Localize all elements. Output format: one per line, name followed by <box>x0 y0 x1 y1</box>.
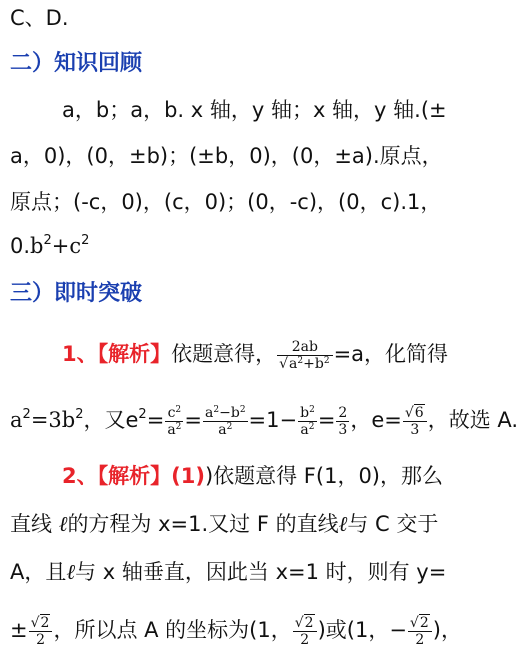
sqrt-sign: √ <box>30 614 40 631</box>
q2-line-1 <box>62 462 519 490</box>
fraction-numerator <box>29 615 53 632</box>
line-symbol: ℓ <box>338 512 348 536</box>
section-heading-breakthrough: 三）即时突破 <box>10 281 143 306</box>
text-fragment: =a，化简得 <box>333 342 449 366</box>
text-line-2: a，0)，(0，±b)；(±b，0)，(0，±a).原点， <box>10 144 443 168</box>
text-fragment: b <box>30 234 44 258</box>
q2-line-3 <box>10 558 519 586</box>
q1-line-1 <box>62 336 519 372</box>
text-fragment: 依题意得， <box>171 342 277 366</box>
line-symbol: ℓ <box>58 512 68 536</box>
text-line-1: a，b；a，b. x 轴，y 轴；x 轴，y 轴.(± <box>62 98 447 122</box>
fraction <box>277 339 332 372</box>
text-fragment: = <box>317 408 336 432</box>
sqrt-sign: √ <box>279 355 289 372</box>
fraction <box>336 405 349 438</box>
text-fragment: = <box>184 408 203 432</box>
sqrt-sign: √ <box>404 404 414 421</box>
text-fragment: 与 C 交于 <box>347 512 439 536</box>
fraction-denominator: 2 <box>36 631 45 648</box>
text-fragment: a <box>205 404 214 421</box>
text-line-3: 原点；(-c，0)，(c，0)；(0，-c)，(0，c).1， <box>10 190 442 214</box>
exponent: 2 <box>22 407 31 422</box>
radicand: 2 <box>419 614 429 631</box>
exponent: 2 <box>323 355 330 366</box>
q2-line-4 <box>10 612 519 648</box>
exponent: 2 <box>226 421 233 432</box>
fraction-numerator: 2 <box>338 404 348 421</box>
line-symbol: ℓ <box>66 560 76 584</box>
fraction-denominator <box>298 422 317 438</box>
text-fragment: )依题意得 F(1，0)，那么 <box>204 464 443 488</box>
fraction <box>403 405 427 438</box>
fraction-denominator: 3 <box>410 421 420 438</box>
exponent: 2 <box>138 407 147 422</box>
exponent: 2 <box>213 404 220 415</box>
text-fragment: c <box>167 404 176 421</box>
radicand: 2 <box>304 614 314 631</box>
fraction <box>165 405 183 438</box>
text-line-4 <box>10 232 519 260</box>
exponent: 2 <box>297 355 304 366</box>
fraction <box>29 615 53 648</box>
radicand: 2 <box>40 614 50 631</box>
text-fragment: = <box>146 408 165 432</box>
exponent: 2 <box>175 421 182 432</box>
fraction-denominator <box>277 356 332 372</box>
text-fragment: a <box>167 421 176 438</box>
fraction-numerator <box>403 405 427 422</box>
exponent: 2 <box>175 404 182 415</box>
text-fragment: 直线 <box>10 512 59 536</box>
analysis-tag: 【解析】 <box>97 342 172 366</box>
fraction-denominator: 3 <box>338 421 348 438</box>
text-fragment: b <box>300 404 310 421</box>
exponent: 2 <box>309 404 315 415</box>
exponent: 2 <box>81 233 90 248</box>
fraction <box>298 405 317 438</box>
exponent: 2 <box>308 421 315 432</box>
text-fragment: ，e= <box>350 408 402 432</box>
fraction-denominator <box>203 422 248 438</box>
fraction-numerator: 2ab <box>277 339 332 356</box>
fraction-numerator <box>293 615 317 632</box>
exponent: 2 <box>43 233 52 248</box>
fraction <box>293 615 317 648</box>
text-line-options: C、D. <box>10 6 69 30</box>
exponent: 2 <box>239 404 246 415</box>
text-fragment: −b <box>219 404 240 421</box>
section-heading-review: 二）知识回顾 <box>10 51 143 76</box>
fraction-numerator <box>298 405 317 422</box>
text-fragment: +b <box>303 355 324 372</box>
question-number: 1、 <box>62 342 98 366</box>
part-label: (1) <box>171 464 205 488</box>
text-fragment: 0. <box>10 234 31 258</box>
fraction-denominator: 2 <box>415 631 425 648</box>
q1-line-2 <box>10 402 519 438</box>
fraction-numerator <box>408 615 432 632</box>
sqrt <box>279 356 330 372</box>
fraction-numerator <box>203 405 248 422</box>
radicand <box>288 355 331 372</box>
text-fragment: 与 x 轴垂直，因此当 x=1 时，则有 y= <box>75 560 447 584</box>
fraction-denominator <box>165 422 183 438</box>
fraction-numerator <box>165 405 183 422</box>
text-fragment: a <box>289 355 298 372</box>
text-fragment: ，又e <box>83 408 139 432</box>
text-fragment: )， <box>432 618 462 642</box>
text-fragment: ，故选 A. <box>427 408 519 432</box>
sqrt-sign: √ <box>294 614 304 631</box>
radicand: 6 <box>414 404 424 421</box>
text-fragment: )或(1，− <box>317 618 407 642</box>
fraction-denominator: 2 <box>300 631 310 648</box>
text-fragment: ± <box>10 618 28 642</box>
q2-line-2 <box>10 510 519 538</box>
text-fragment: a <box>300 421 309 438</box>
text-fragment: =1− <box>248 408 298 432</box>
question-number: 2、 <box>62 464 98 488</box>
text-fragment: a <box>10 408 23 432</box>
text-fragment: ，所以点 A 的坐标为(1， <box>53 618 292 642</box>
text-fragment: a <box>218 421 227 438</box>
analysis-tag: 【解析】 <box>97 464 172 488</box>
exponent: 2 <box>75 407 84 422</box>
sqrt-sign: √ <box>409 614 419 631</box>
text-fragment: +c <box>51 234 82 258</box>
fraction <box>203 405 248 438</box>
text-fragment: =3b <box>30 408 76 432</box>
text-fragment: 的方程为 x=1.又过 F 的直线 <box>67 512 339 536</box>
fraction <box>408 615 432 648</box>
text-fragment: A，且 <box>10 560 67 584</box>
